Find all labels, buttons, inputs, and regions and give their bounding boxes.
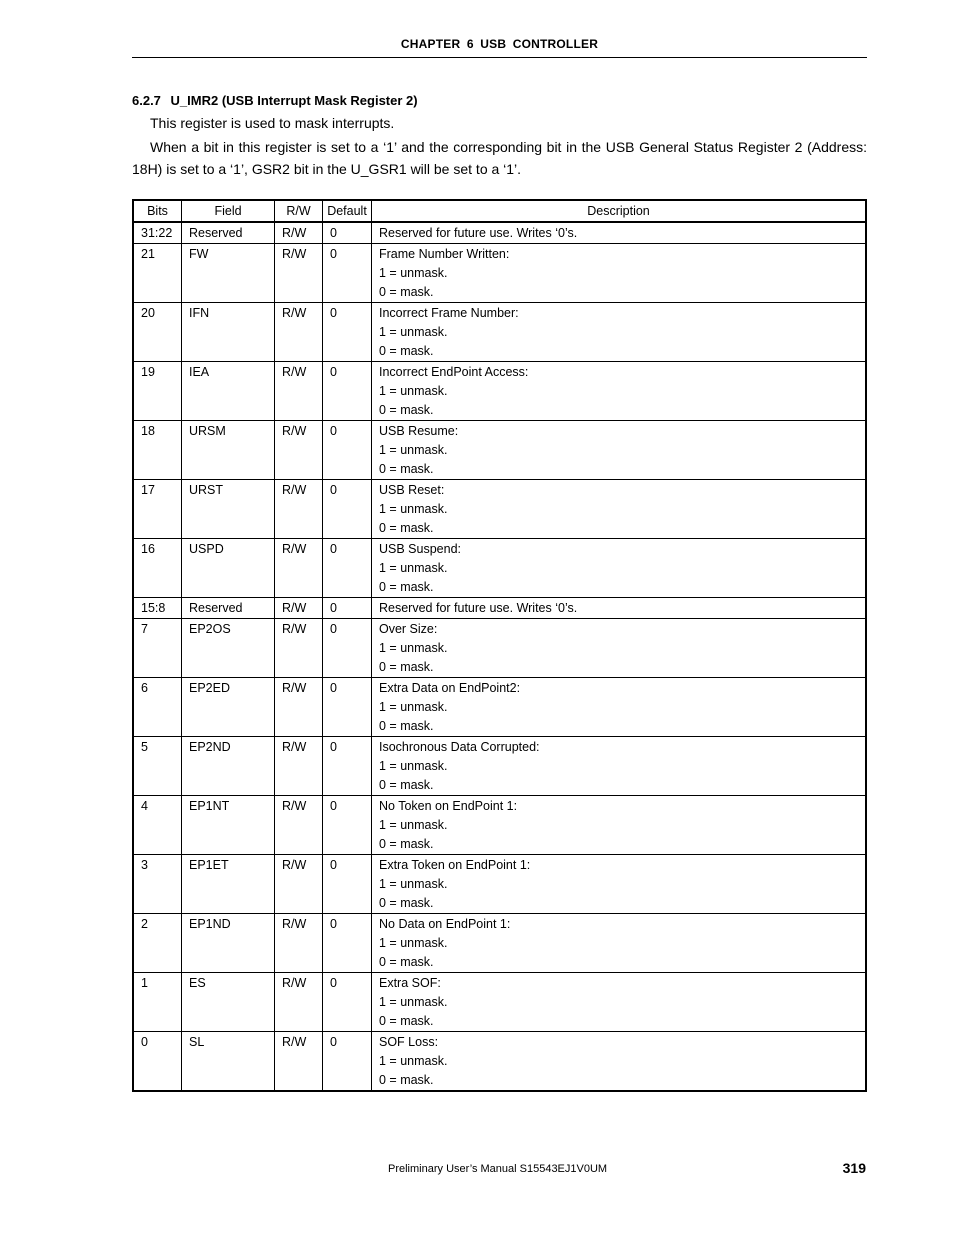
description-line: 0 = mask. (379, 837, 434, 851)
cell-bits: 2 (133, 914, 182, 973)
description-line: 1 = unmask. (379, 384, 448, 398)
description-line: 0 = mask. (379, 719, 434, 733)
cell-rw: R/W (275, 678, 323, 737)
description-line: Reserved for future use. Writes ‘0’s. (379, 226, 578, 240)
description-line: Extra Token on EndPoint 1: (379, 858, 531, 872)
description-line: USB Reset: (379, 483, 445, 497)
description-line: 0 = mask. (379, 521, 434, 535)
table-row (133, 737, 866, 796)
cell-field: Reserved (182, 222, 275, 244)
description-line: Reserved for future use. Writes ‘0’s. (379, 601, 578, 615)
description-line: Extra Data on EndPoint2: (379, 681, 521, 695)
cell-default: 0 (323, 914, 372, 973)
table-row (133, 855, 866, 914)
description-line: 0 = mask. (379, 285, 434, 299)
cell-description (372, 222, 867, 244)
table-row (133, 362, 866, 421)
description-line: 1 = unmask. (379, 1054, 448, 1068)
cell-field: EP2OS (182, 619, 275, 678)
cell-field: EP1ND (182, 914, 275, 973)
cell-bits: 6 (133, 678, 182, 737)
description-line: 1 = unmask. (379, 877, 448, 891)
description-line: 0 = mask. (379, 462, 434, 476)
cell-bits: 20 (133, 303, 182, 362)
description-line: 1 = unmask. (379, 561, 448, 575)
cell-rw: R/W (275, 539, 323, 598)
description-line: No Data on EndPoint 1: (379, 917, 511, 931)
intro-paragraph: This register is used to mask interrupts. (150, 115, 395, 131)
cell-default: 0 (323, 796, 372, 855)
description-line: No Token on EndPoint 1: (379, 799, 518, 813)
cell-bits: 0 (133, 1032, 182, 1092)
page-number: 319 (842, 1160, 866, 1176)
description-line: USB Resume: (379, 424, 459, 438)
description-line: 1 = unmask. (379, 325, 448, 339)
table-row (133, 539, 866, 598)
cell-field: URST (182, 480, 275, 539)
description-line: Over Size: (379, 622, 438, 636)
table-row (133, 222, 866, 244)
cell-bits: 4 (133, 796, 182, 855)
table-row (133, 303, 866, 362)
cell-bits: 19 (133, 362, 182, 421)
section-number: 6.2.7 (132, 93, 161, 108)
description-line: SOF Loss: (379, 1035, 439, 1049)
description-line: 0 = mask. (379, 1073, 434, 1087)
description-line: Frame Number Written: (379, 247, 510, 261)
cell-rw: R/W (275, 973, 323, 1032)
cell-field: USPD (182, 539, 275, 598)
section-title: U_IMR2 (USB Interrupt Mask Register 2) (170, 93, 418, 108)
table-header-row (133, 200, 866, 222)
cell-default: 0 (323, 244, 372, 303)
cell-bits: 15:8 (133, 598, 182, 619)
cell-bits: 7 (133, 619, 182, 678)
table-row (133, 973, 866, 1032)
cell-description (372, 421, 867, 480)
cell-rw: R/W (275, 303, 323, 362)
table-row (133, 914, 866, 973)
cell-rw: R/W (275, 1032, 323, 1092)
cell-description (372, 855, 867, 914)
description-line: USB Suspend: (379, 542, 461, 556)
cell-field: EP2ND (182, 737, 275, 796)
description-line: 1 = unmask. (379, 443, 448, 457)
cell-default: 0 (323, 855, 372, 914)
cell-default: 0 (323, 737, 372, 796)
table-row (133, 598, 866, 619)
cell-field: EP2ED (182, 678, 275, 737)
description-line: Incorrect EndPoint Access: (379, 365, 529, 379)
cell-bits: 31:22 (133, 222, 182, 244)
cell-field: IFN (182, 303, 275, 362)
cell-default: 0 (323, 598, 372, 619)
cell-bits: 17 (133, 480, 182, 539)
cell-rw: R/W (275, 598, 323, 619)
description-line: 0 = mask. (379, 344, 434, 358)
cell-field: IEA (182, 362, 275, 421)
cell-rw: R/W (275, 914, 323, 973)
header-divider (132, 57, 867, 58)
cell-rw: R/W (275, 362, 323, 421)
cell-field: EP1ET (182, 855, 275, 914)
cell-default: 0 (323, 973, 372, 1032)
cell-rw: R/W (275, 796, 323, 855)
cell-field: Reserved (182, 598, 275, 619)
cell-rw: R/W (275, 855, 323, 914)
cell-field: EP1NT (182, 796, 275, 855)
cell-default: 0 (323, 539, 372, 598)
description-line: 0 = mask. (379, 660, 434, 674)
cell-default: 0 (323, 303, 372, 362)
cell-rw: R/W (275, 222, 323, 244)
cell-description (372, 598, 867, 619)
detail-paragraph: When a bit in this register is set to a ‘1’ and the corresponding bit in the USB General Status Register 2 (Address: 18H) is set to a ‘1’, GSR2 bit in the U_GSR1 will be set to a ‘1’. (132, 139, 867, 177)
cell-bits: 21 (133, 244, 182, 303)
header-rw: R/W (275, 200, 323, 222)
description-line: 0 = mask. (379, 580, 434, 594)
description-line: 0 = mask. (379, 896, 434, 910)
cell-rw: R/W (275, 619, 323, 678)
description-line: Isochronous Data Corrupted: (379, 740, 540, 754)
cell-bits: 1 (133, 973, 182, 1032)
header-description: Description (372, 200, 867, 222)
cell-field: ES (182, 973, 275, 1032)
cell-description (372, 1032, 867, 1092)
table-row (133, 796, 866, 855)
chapter-header: CHAPTER 6 USB CONTROLLER (400, 37, 599, 51)
cell-description (372, 619, 867, 678)
description-line: 0 = mask. (379, 403, 434, 417)
description-line: 1 = unmask. (379, 700, 448, 714)
cell-bits: 5 (133, 737, 182, 796)
cell-description (372, 539, 867, 598)
cell-description (372, 362, 867, 421)
cell-description (372, 796, 867, 855)
cell-default: 0 (323, 619, 372, 678)
description-line: 0 = mask. (379, 955, 434, 969)
cell-bits: 16 (133, 539, 182, 598)
cell-description (372, 244, 867, 303)
header-bits: Bits (133, 200, 182, 222)
description-line: 1 = unmask. (379, 641, 448, 655)
description-line: 0 = mask. (379, 778, 434, 792)
description-line: 1 = unmask. (379, 995, 448, 1009)
table-row (133, 421, 866, 480)
header-field: Field (182, 200, 275, 222)
cell-description (372, 973, 867, 1032)
description-line: Extra SOF: (379, 976, 441, 990)
table-row (133, 480, 866, 539)
cell-description (372, 678, 867, 737)
cell-rw: R/W (275, 480, 323, 539)
description-line: 1 = unmask. (379, 266, 448, 280)
description-line: 1 = unmask. (379, 759, 448, 773)
cell-default: 0 (323, 678, 372, 737)
footer-manual: Preliminary User’s Manual S15543EJ1V0UM (388, 1163, 608, 1175)
table-row (133, 1032, 866, 1092)
table-row (133, 244, 866, 303)
cell-description (372, 737, 867, 796)
cell-default: 0 (323, 362, 372, 421)
cell-field: URSM (182, 421, 275, 480)
section-heading (132, 93, 418, 108)
description-line: 0 = mask. (379, 1014, 434, 1028)
cell-description (372, 914, 867, 973)
cell-field: FW (182, 244, 275, 303)
cell-bits: 18 (133, 421, 182, 480)
cell-default: 0 (323, 1032, 372, 1092)
description-line: 1 = unmask. (379, 818, 448, 832)
description-line: Incorrect Frame Number: (379, 306, 519, 320)
cell-bits: 3 (133, 855, 182, 914)
cell-default: 0 (323, 222, 372, 244)
cell-description (372, 303, 867, 362)
cell-field: SL (182, 1032, 275, 1092)
cell-rw: R/W (275, 421, 323, 480)
cell-rw: R/W (275, 244, 323, 303)
table-row (133, 619, 866, 678)
cell-rw: R/W (275, 737, 323, 796)
table-row (133, 678, 866, 737)
cell-default: 0 (323, 480, 372, 539)
cell-default: 0 (323, 421, 372, 480)
description-line: 1 = unmask. (379, 936, 448, 950)
register-table (132, 199, 867, 1092)
header-default: Default (323, 200, 372, 222)
description-line: 1 = unmask. (379, 502, 448, 516)
cell-description (372, 480, 867, 539)
